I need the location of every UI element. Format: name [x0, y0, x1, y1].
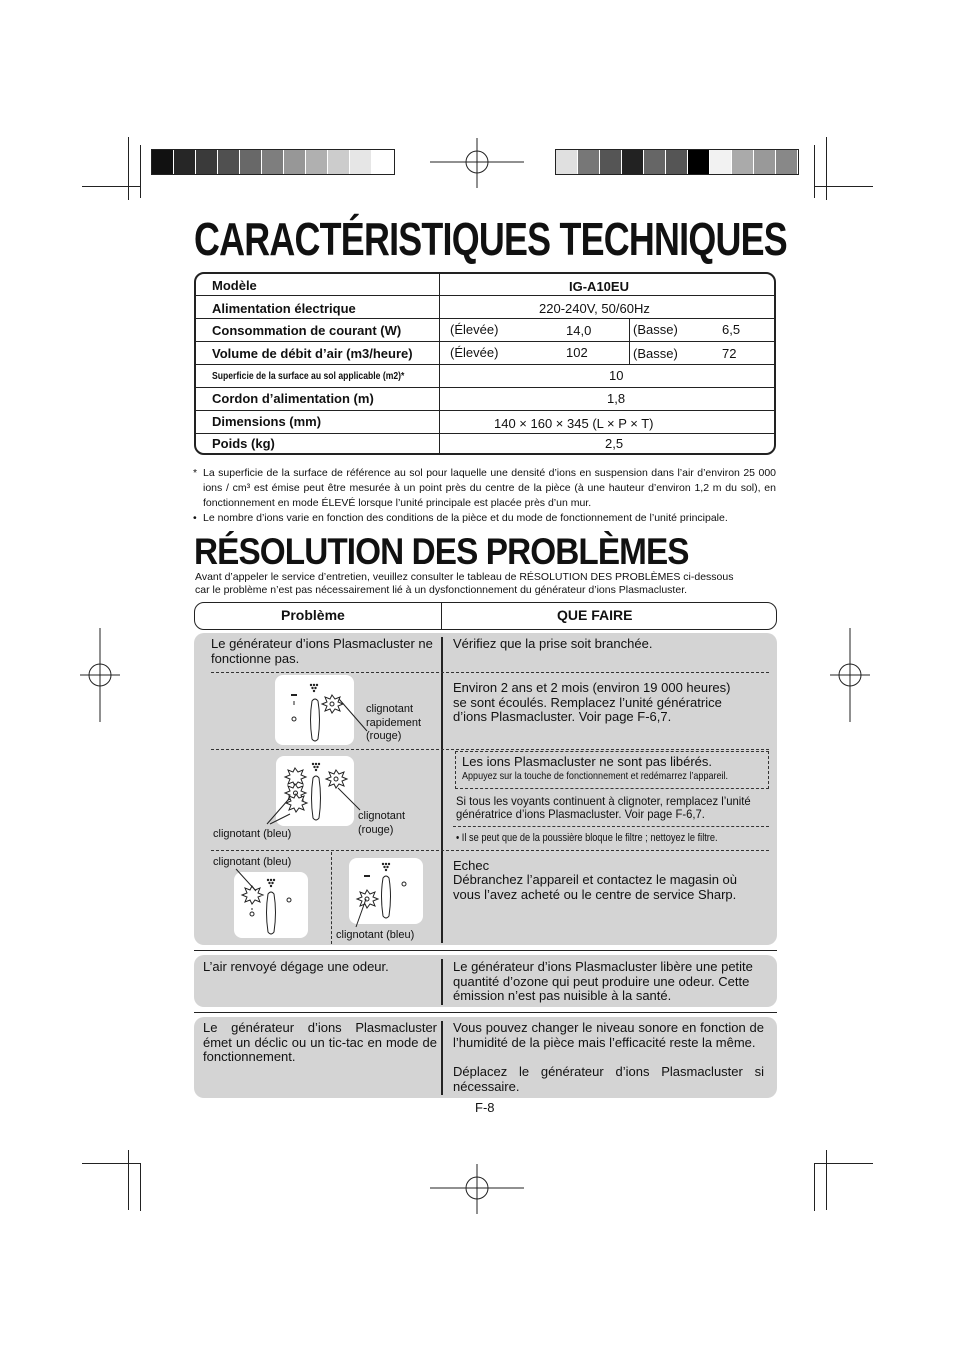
action-relocate: Déplacez le générateur d’ions Plasmacluster si nécessaire. — [453, 1064, 764, 1094]
header-problem: Problème — [281, 607, 345, 623]
notice-title: Les ions Plasmacluster ne sont pas libérés. — [462, 754, 713, 769]
header-action: QUE FAIRE — [557, 607, 633, 623]
registration-mark-right — [830, 628, 870, 722]
spec-label-model: Modèle — [212, 278, 257, 293]
color-bar-left — [151, 149, 395, 175]
caption-blink-red: clignotant (rouge) — [358, 810, 406, 836]
troubleshooting-header — [194, 602, 777, 630]
action-humidity: Vous pouvez changer le niveau sonore en fonction de l’humidité de la pièce mais l’efficacité reste la même. — [453, 1020, 764, 1050]
spec-value-dimensions: 140 × 160 × 345 (L × P × T) — [494, 416, 654, 431]
action-ozone: Le générateur d’ions Plasmacluster libère une petite quantité d’ozone qui peut produire une odeur. Cette émission n’est pas nuisible à la santé. — [453, 959, 753, 1003]
spec-value-cord: 1,8 — [607, 391, 626, 406]
spec-consumption-high-value: 14,0 — [566, 323, 592, 338]
spec-label-cord: Cordon d’alimentation (m) — [212, 391, 374, 406]
footnote-area: La superficie de la surface de référence au sol pour laquelle une densité d’ions en suspension dans l’air d’environ 25 000 ions / cm³ est émise peut être mesurée à un point près du centre de la pièce (à une hauteur d’environ 1,2 m du sol), en fonctionnement en mode ÉLEVÉ lorsque l’unité principale est placée près d’un mur. — [203, 467, 776, 509]
footnote-ions: Le nombre d’ions varie en fonction des conditions de la pièce et du mode de fonctionnement de l’unité principale. — [203, 512, 728, 524]
notice-subtitle: Appuyez sur la touche de fonctionnement et redémarrez l’appareil. — [462, 770, 729, 782]
registration-mark-top — [430, 138, 524, 188]
spec-airflow-low-value: 72 — [722, 346, 737, 361]
specs-title: CARACTÉRISTIQUES TECHNIQUES — [194, 213, 787, 265]
spec-label-weight: Poids (kg) — [212, 436, 275, 451]
problem-clicking: Le générateur d’ions Plasmacluster émet un déclic ou un tic-tac en mode de fonctionnement. — [203, 1020, 437, 1064]
spec-label-airflow: Volume de débit d’air (m3/heure) — [212, 346, 413, 361]
action-contact-service: Débranchez l’appareil et contactez le magasin où vous l’avez acheté ou le centre de service Sharp. — [453, 872, 738, 902]
callout-line-blue-left — [234, 867, 264, 897]
spec-label-consumption: Consommation de courant (W) — [212, 323, 402, 338]
spec-footnote: * La superficie de la surface de référence au sol pour laquelle une densité d’ions en suspension dans l’air d’environ 25 000 ions / cm³ est émise peut être mesurée à un point près du centre de la pièce (à une hauteur d’environ 1,2 m du sol), en fonctionnement en mode ÉLEVÉ lorsque l’unité principale est placée près d’un mur. • Le nombre d’ions varie en fonction des conditions de la pièce et du mode de fonctionnement de l’unité principale. — [193, 467, 776, 524]
spec-value-area: 10 — [609, 368, 624, 383]
action-check-plug: Vérifiez que la prise soit branchée. — [453, 636, 653, 651]
action-all-blinking: Si tous les voyants continuent à clignoter, remplacez l’unité génératrice d’ions Plasmacluster. Voir page F-6,7. — [456, 794, 751, 821]
callout-line-red — [335, 695, 370, 735]
spec-value-model: IG-A10EU — [569, 279, 629, 294]
problem-odor: L’air renvoyé dégage une odeur. — [203, 959, 389, 974]
spec-value-power: 220-240V, 50/60Hz — [539, 301, 650, 316]
spec-label-dimensions: Dimensions (mm) — [212, 414, 322, 429]
caption-fast-blink-red: clignotant rapidement (rouge) — [366, 703, 422, 742]
spec-airflow-low-label: (Basse) — [633, 346, 678, 361]
spec-label-area: Superficie de la surface au sol applicable (m2)* — [212, 370, 405, 382]
registration-mark-bottom — [430, 1164, 524, 1214]
intro-line-1: Avant d’appeler le service d’entretien, veuillez consulter le tableau de RÉSOLUTION DES PROBLÈMES ci-dessous — [195, 571, 734, 583]
color-bar-right — [555, 149, 799, 175]
intro-line-2: car le problème n’est pas nécessairement lié à un dysfonctionnement du générateur d’ions Plasmacluster. — [195, 584, 688, 596]
caption-blink-blue: clignotant (bleu) — [213, 828, 292, 840]
filter-hint: • Il se peut que de la poussière bloque le filtre ; nettoyez le filtre. — [456, 832, 718, 844]
caption-blink-blue-left: clignotant (bleu) — [213, 856, 292, 868]
spec-consumption-high-label: (Élevée) — [450, 322, 499, 337]
spec-consumption-low-value: 6,5 — [722, 322, 741, 337]
callout-line-blue-right — [352, 895, 382, 930]
caption-blink-blue-right: clignotant (bleu) — [336, 929, 415, 941]
problem-not-working: Le générateur d’ions Plasmacluster ne fonctionne pas. — [211, 636, 433, 666]
spec-value-weight: 2,5 — [605, 436, 624, 451]
page-number: F-8 — [475, 1100, 495, 1115]
action-replace-unit: Environ 2 ans et 2 mois (environ 19 000 heures) se sont écoulés. Remplacez l’unité génératrice d’ions Plasmacluster. Voir page F-6,7. — [453, 680, 731, 724]
action-failure-title: Echec — [453, 858, 490, 873]
spec-airflow-high-value: 102 — [566, 345, 588, 360]
registration-mark-left — [80, 628, 120, 722]
spec-label-power: Alimentation électrique — [212, 301, 356, 316]
specs-table — [194, 272, 776, 455]
spec-consumption-low-label: (Basse) — [633, 322, 678, 337]
spec-airflow-high-label: (Élevée) — [450, 345, 499, 360]
troubleshooting-title: RÉSOLUTION DES PROBLÈMES — [194, 531, 689, 572]
callout-lines-all — [262, 780, 372, 830]
